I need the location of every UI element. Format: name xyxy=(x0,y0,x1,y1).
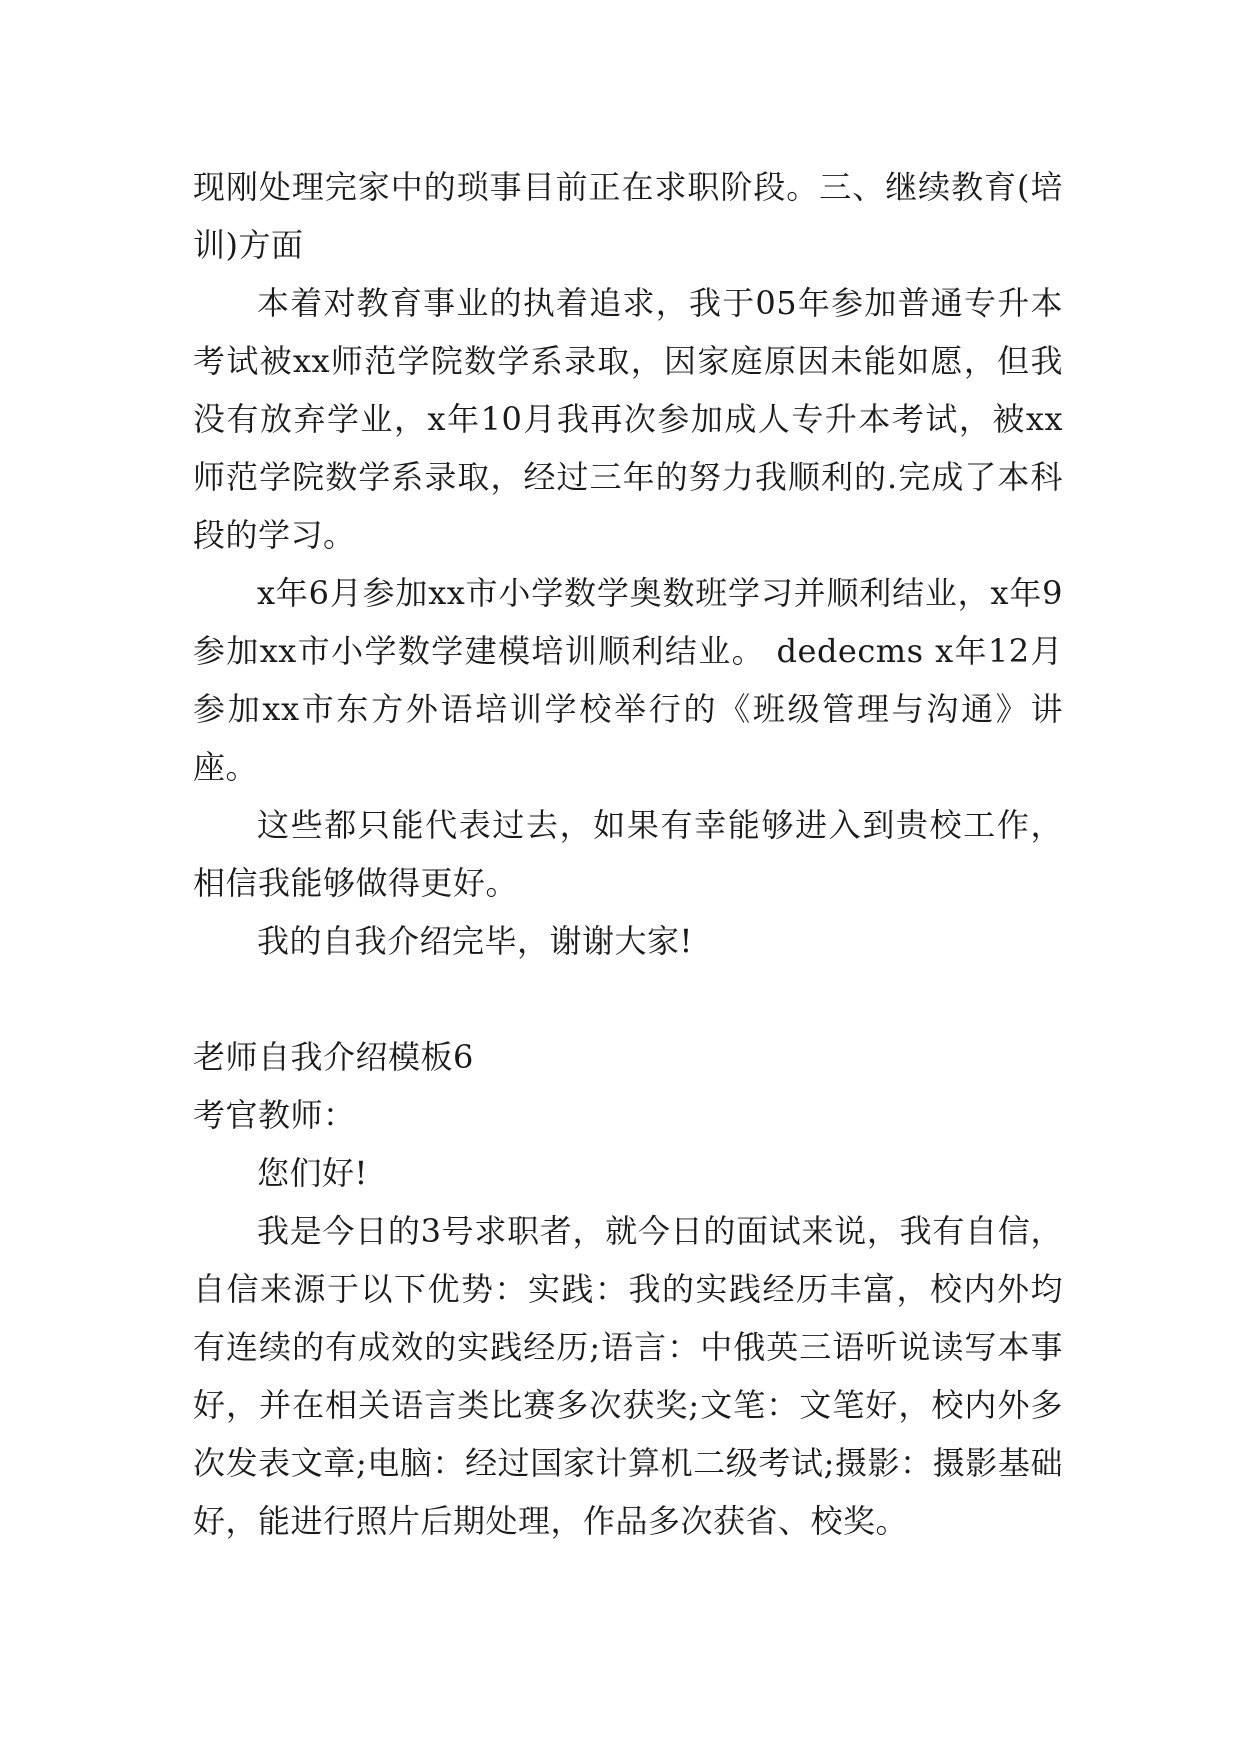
paragraph-training: x年6月参加xx市小学数学奥数班学习并顺利结业，x年9参加xx市小学数学建模培训顺利结业。 dedecms x年12月参加xx市东方外语培训学校举行的《班级管理与沟通》讲座。 xyxy=(193,574,1063,786)
salutation: 考官教师： xyxy=(193,1096,356,1134)
paragraph-past: 这些都只能代表过去，如果有幸能够进入到贵校工作，相信我能够做得更好。 xyxy=(193,806,1063,902)
paragraph-continued: 现刚处理完家中的琐事目前正在求职阶段。三、继续教育(培训)方面 xyxy=(193,168,1063,264)
paragraph-strengths: 我是今日的3号求职者，就今日的面试来说，我有自信，自信来源于以下优势：实践：我的实践经历丰富，校内外均有连续的有成效的实践经历;语言：中俄英三语听说读写本事好，并在相关语言类比赛多次获奖;文笔：文笔好，校内外多次发表文章;电脑：经过国家计算机二级考试;摄影：摄影基础好，能进行照片后期处理，作品多次获省、校奖。 xyxy=(193,1212,1063,1540)
greeting: 您们好! xyxy=(257,1154,368,1192)
document-body xyxy=(193,158,1063,1550)
paragraph-closing: 我的自我介绍完毕，谢谢大家! xyxy=(257,922,693,960)
paragraph-education: 本着对教育事业的执着追求，我于05年参加普通专升本考试被xx师范学院数学系录取，因家庭原因未能如愿，但我没有放弃学业，x年10月我再次参加成人专升本考试，被xx师范学院数学系录取，经过三年的努力我顺利的.完成了本科段的学习。 xyxy=(193,284,1063,554)
section-title: 老师自我介绍模板6 xyxy=(193,1038,474,1076)
